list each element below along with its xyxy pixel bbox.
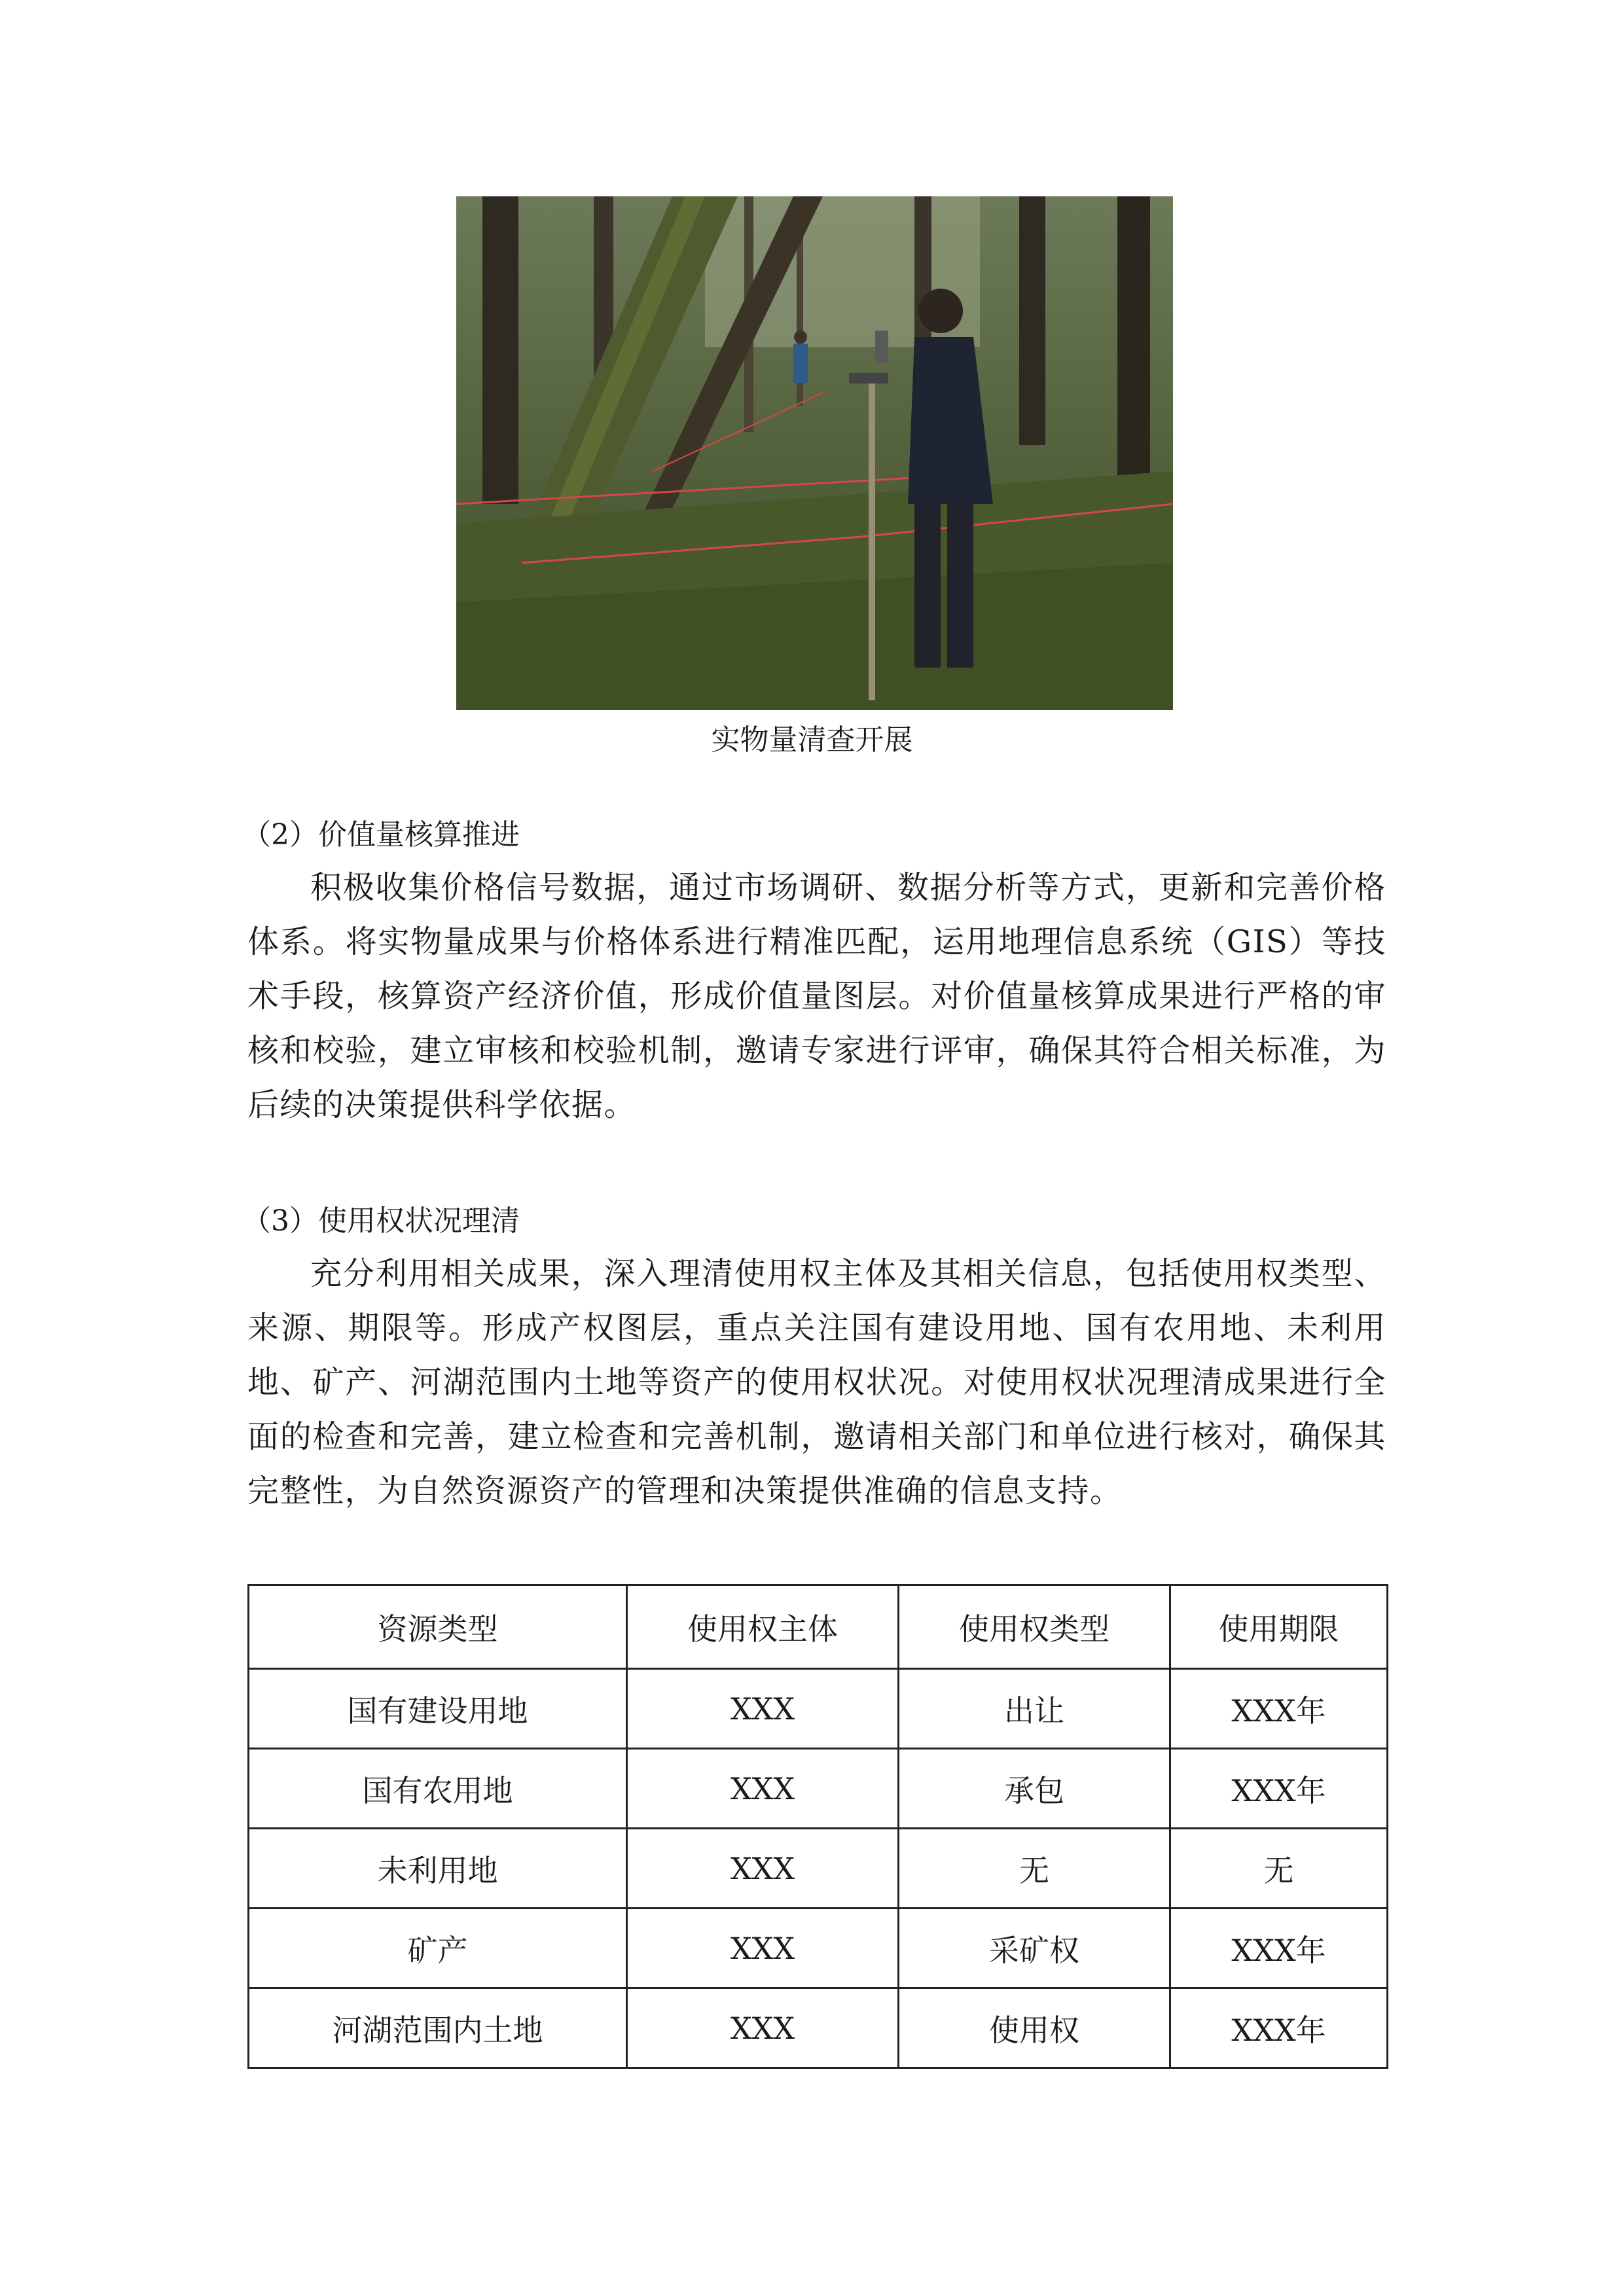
cell-resource-type: 未利用地 [249,1829,627,1909]
table-row [249,1749,1388,1829]
cell-term: XXX年 [1170,1909,1388,1988]
section-3-heading: （3）使用权状况理清 [242,1204,520,1238]
cell-rights-holder: XXX [627,1909,899,1988]
cell-rights-holder: XXX [627,1829,899,1909]
cell-term: 无 [1170,1829,1388,1909]
cell-resource-type: 矿产 [249,1909,627,1988]
header-rights-holder: 使用权主体 [627,1585,899,1669]
table-row [249,1988,1388,2068]
header-term: 使用期限 [1170,1585,1388,1669]
table-row [249,1829,1388,1909]
section-3-body: 充分利用相关成果，深入理清使用权主体及其相关信息，包括使用权类型、来源、期限等。形成产权图层，重点关注国有建设用地、国有农用地、未利用地、矿产、河湖范围内土地等资产的使用权状况。对使用权状况理清成果进行全面的检查和完善，建立检查和完善机制，邀请相关部门和单位进行核对，确保其完整性，为自然资源资产的管理和决策提供准确的信息支持。 [247,1255,1386,1509]
header-rights-type: 使用权类型 [899,1585,1170,1669]
table-row [249,1669,1388,1749]
cell-rights-type: 出让 [899,1669,1170,1749]
table-header-row [249,1585,1388,1669]
table-row [249,1909,1388,1988]
survey-photo [456,196,1173,710]
cell-rights-holder: XXX [627,1749,899,1829]
section-2-body: 积极收集价格信号数据，通过市场调研、数据分析等方式，更新和完善价格体系。将实物量成果与价格体系进行精准匹配，运用地理信息系统（GIS）等技术手段，核算资产经济价值，形成价值量图层。对价值量核算成果进行严格的审核和校验，建立审核和校验机制，邀请专家进行评审，确保其符合相关标准，为后续的决策提供科学依据。 [247,869,1386,1123]
cell-rights-type: 采矿权 [899,1909,1170,1988]
cell-resource-type: 河湖范围内土地 [249,1988,627,2068]
cell-resource-type: 国有建设用地 [249,1669,627,1749]
header-resource-type: 资源类型 [249,1585,627,1669]
cell-term: XXX年 [1170,1669,1388,1749]
cell-rights-type: 承包 [899,1749,1170,1829]
cell-rights-type: 无 [899,1829,1170,1909]
cell-term: XXX年 [1170,1988,1388,2068]
section-2-heading: （2）价值量核算推进 [242,818,520,852]
use-rights-table [247,1584,1388,2069]
cell-resource-type: 国有农用地 [249,1749,627,1829]
photo-caption: 实物量清查开展 [711,723,913,757]
cell-rights-holder: XXX [627,1669,899,1749]
cell-rights-type: 使用权 [899,1988,1170,2068]
cell-rights-holder: XXX [627,1988,899,2068]
forest-survey-photo-icon [456,196,1173,710]
cell-term: XXX年 [1170,1749,1388,1829]
